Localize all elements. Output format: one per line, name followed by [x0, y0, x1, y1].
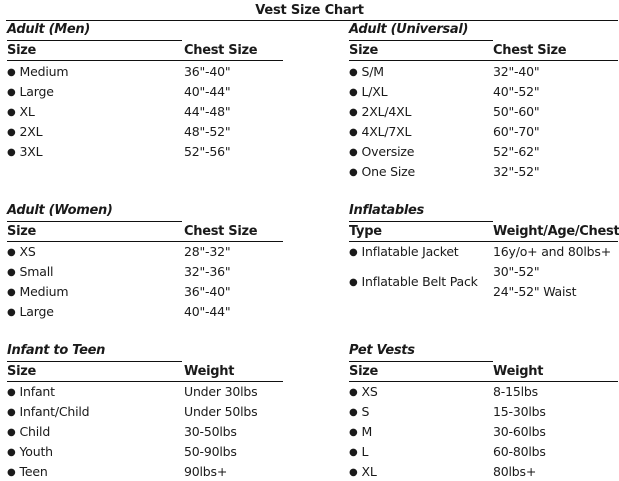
- bullet-icon: ●: [349, 277, 358, 288]
- bullet-icon: ●: [7, 107, 16, 118]
- header-divider: [349, 241, 618, 242]
- chart-title: Vest Size Chart: [255, 3, 364, 18]
- bullet-icon: ●: [7, 467, 16, 478]
- column-header-size: Size: [349, 43, 379, 58]
- title-divider: [6, 20, 618, 21]
- column-header-weight-age-chest: Weight/Age/Chest: [493, 224, 619, 239]
- bullet-icon: ●: [349, 447, 358, 458]
- section-divider: [349, 221, 493, 222]
- bullet-icon: ●: [7, 307, 16, 318]
- section-inflatables: Inflatables Type Weight/Age/Chest ● Inflatable Jacket 16y/o+ and 80lbs+ ● Inflatable Belt Pack 30"-52" 24"-52" Waist: [349, 203, 619, 299]
- bullet-icon: ●: [7, 427, 16, 438]
- bullet-icon: ●: [7, 147, 16, 158]
- section-divider: [7, 221, 182, 222]
- section-adult-women: Adult (Women) Size Chest Size ● XS 28"-32" ● Small 32"-36" ● Medium 36"-40" ● Large 40"-44": [7, 203, 287, 323]
- bullet-icon: ●: [349, 427, 358, 438]
- section-divider: [7, 361, 182, 362]
- bullet-icon: ●: [349, 167, 358, 178]
- section-pet-vests: Pet Vests Size Weight ● XS 8-15lbs ● S 15-30lbs ● M 30-60lbs ● L 60-80lbs ● XL 80lbs+: [349, 343, 619, 481]
- bullet-icon: ●: [349, 67, 358, 78]
- bullet-icon: ●: [7, 267, 16, 278]
- bullet-icon: ●: [7, 447, 16, 458]
- bullet-icon: ●: [7, 407, 16, 418]
- header-divider: [349, 60, 618, 61]
- header-divider: [7, 60, 283, 61]
- column-header-chest: Chest Size: [493, 43, 567, 58]
- section-title: Inflatables: [349, 203, 424, 218]
- bullet-icon: ●: [349, 407, 358, 418]
- section-title: Pet Vests: [349, 343, 415, 358]
- column-header-chest: Chest Size: [184, 43, 258, 58]
- section-adult-universal: Adult (Universal) Size Chest Size ● S/M 32"-40" ● L/XL 40"-52" ● 2XL/4XL 50"-60" ● 4XL/7XL 60"-70" ● Oversize 52"-62" ● One Size 32"-52": [349, 22, 619, 192]
- bullet-icon: ●: [349, 127, 358, 138]
- bullet-icon: ●: [7, 287, 16, 298]
- header-divider: [7, 381, 283, 382]
- column-header-weight: Weight: [184, 364, 235, 379]
- section-adult-men: Adult (Men) Size Chest Size ● Medium 36"-40" ● Large 40"-44" ● XL 44"-48" ● 2XL 48"-52" ● 3XL 52"-56": [7, 22, 287, 172]
- bullet-icon: ●: [7, 87, 16, 98]
- column-header-chest: Chest Size: [184, 224, 258, 239]
- bullet-icon: ●: [349, 87, 358, 98]
- bullet-icon: ●: [349, 467, 358, 478]
- bullet-icon: ●: [7, 127, 16, 138]
- column-header-size: Size: [7, 43, 37, 58]
- bullet-icon: ●: [7, 387, 16, 398]
- section-title: Infant to Teen: [7, 343, 106, 358]
- column-header-size: Size: [349, 364, 379, 379]
- section-divider: [7, 40, 182, 41]
- column-header-type: Type: [349, 224, 382, 239]
- section-title: Adult (Men): [7, 22, 91, 37]
- bullet-icon: ●: [7, 247, 16, 258]
- section-divider: [349, 40, 493, 41]
- section-title: Adult (Universal): [349, 22, 469, 37]
- column-header-weight: Weight: [493, 364, 544, 379]
- bullet-icon: ●: [349, 147, 358, 158]
- bullet-icon: ●: [7, 67, 16, 78]
- section-title: Adult (Women): [7, 203, 113, 218]
- column-header-size: Size: [7, 224, 37, 239]
- bullet-icon: ●: [349, 387, 358, 398]
- header-divider: [7, 241, 283, 242]
- bullet-icon: ●: [349, 247, 358, 258]
- section-divider: [349, 361, 493, 362]
- section-infant-to-teen: Infant to Teen Size Weight ● Infant Under 30lbs ● Infant/Child Under 50lbs ● Child 30-50lbs ● Youth 50-90lbs ● Teen 90lbs+: [7, 343, 287, 481]
- column-header-size: Size: [7, 364, 37, 379]
- header-divider: [349, 381, 618, 382]
- bullet-icon: ●: [349, 107, 358, 118]
